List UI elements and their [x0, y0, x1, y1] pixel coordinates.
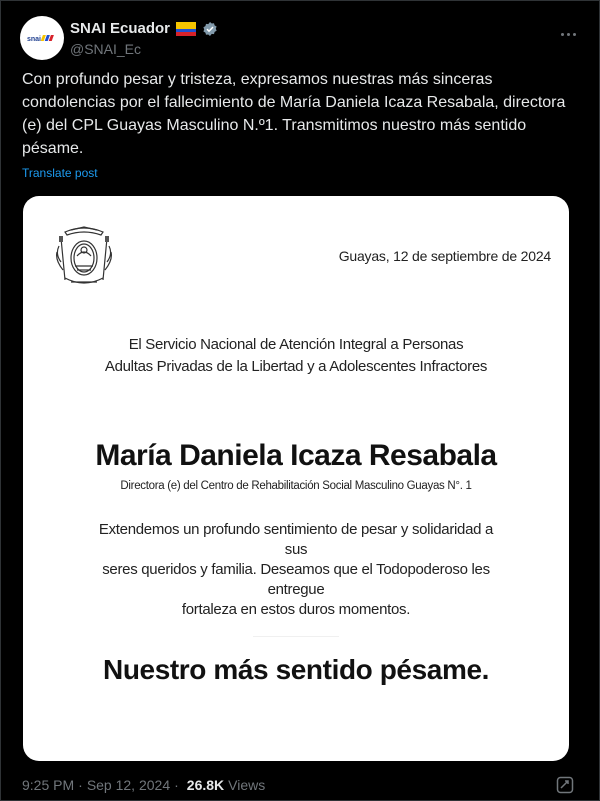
snai-logo-icon — [27, 32, 57, 44]
post-footer — [22, 777, 265, 793]
condolence-message — [93, 520, 499, 620]
post-date[interactable]: Sep 12, 2024 — [86, 777, 171, 793]
views-count[interactable]: 26.8K — [186, 777, 225, 793]
more-options-icon[interactable] — [556, 22, 580, 46]
views-label: Views — [228, 777, 266, 793]
post-time[interactable]: 9:25 PM — [22, 777, 75, 793]
message-line-3: fortaleza en estos duros momentos. — [181, 601, 411, 618]
verified-badge-icon[interactable] — [202, 21, 218, 37]
institution-line-2: Adultas Privadas de la Libertad y a Adolescentes Infractores — [104, 358, 488, 375]
ecuador-flag-icon — [176, 22, 196, 36]
name-row — [70, 20, 218, 37]
divider — [253, 636, 339, 637]
translate-post-link[interactable]: Translate post — [22, 166, 98, 180]
svg-text:snai: snai — [27, 36, 42, 43]
institution-line-1: El Servicio Nacional de Atención Integral a Personas — [128, 336, 464, 353]
post-header — [20, 14, 580, 66]
post-text: Con profundo pesar y tristeza, expresamos nuestras más sinceras condolencias por el fallecimiento de María Daniela Icaza Resabala, directora (e) del CPL Guayas Masculino N.º1. Transmitimos nuestro más sentido pésame. — [22, 71, 566, 157]
institution-name — [23, 334, 569, 378]
condolence-image[interactable] — [23, 196, 569, 761]
avatar[interactable] — [20, 16, 64, 60]
deceased-name: María Daniela Icaza Resabala — [95, 439, 497, 472]
message-line-2: seres queridos y familia. Deseamos que el Todopoderoso les entregue — [102, 561, 490, 598]
account-handle[interactable]: @SNAI_Ec — [70, 41, 142, 57]
letter-date: Guayas, 12 de septiembre de 2024 — [338, 248, 551, 264]
display-name[interactable]: SNAI Ecuador — [70, 20, 171, 37]
grok-icon[interactable] — [556, 776, 574, 794]
separator-dot: · — [174, 777, 179, 793]
ecuador-coat-of-arms-icon — [51, 226, 117, 290]
deceased-role: Directora (e) del Centro de Rehabilitación Social Masculino Guayas N°. 1 — [120, 480, 472, 492]
separator-dot: · — [78, 777, 83, 793]
closing-line: Nuestro más sentido pésame. — [103, 654, 489, 685]
message-line-1: Extendemos un profundo sentimiento de pesar y solidaridad a sus — [98, 521, 494, 558]
